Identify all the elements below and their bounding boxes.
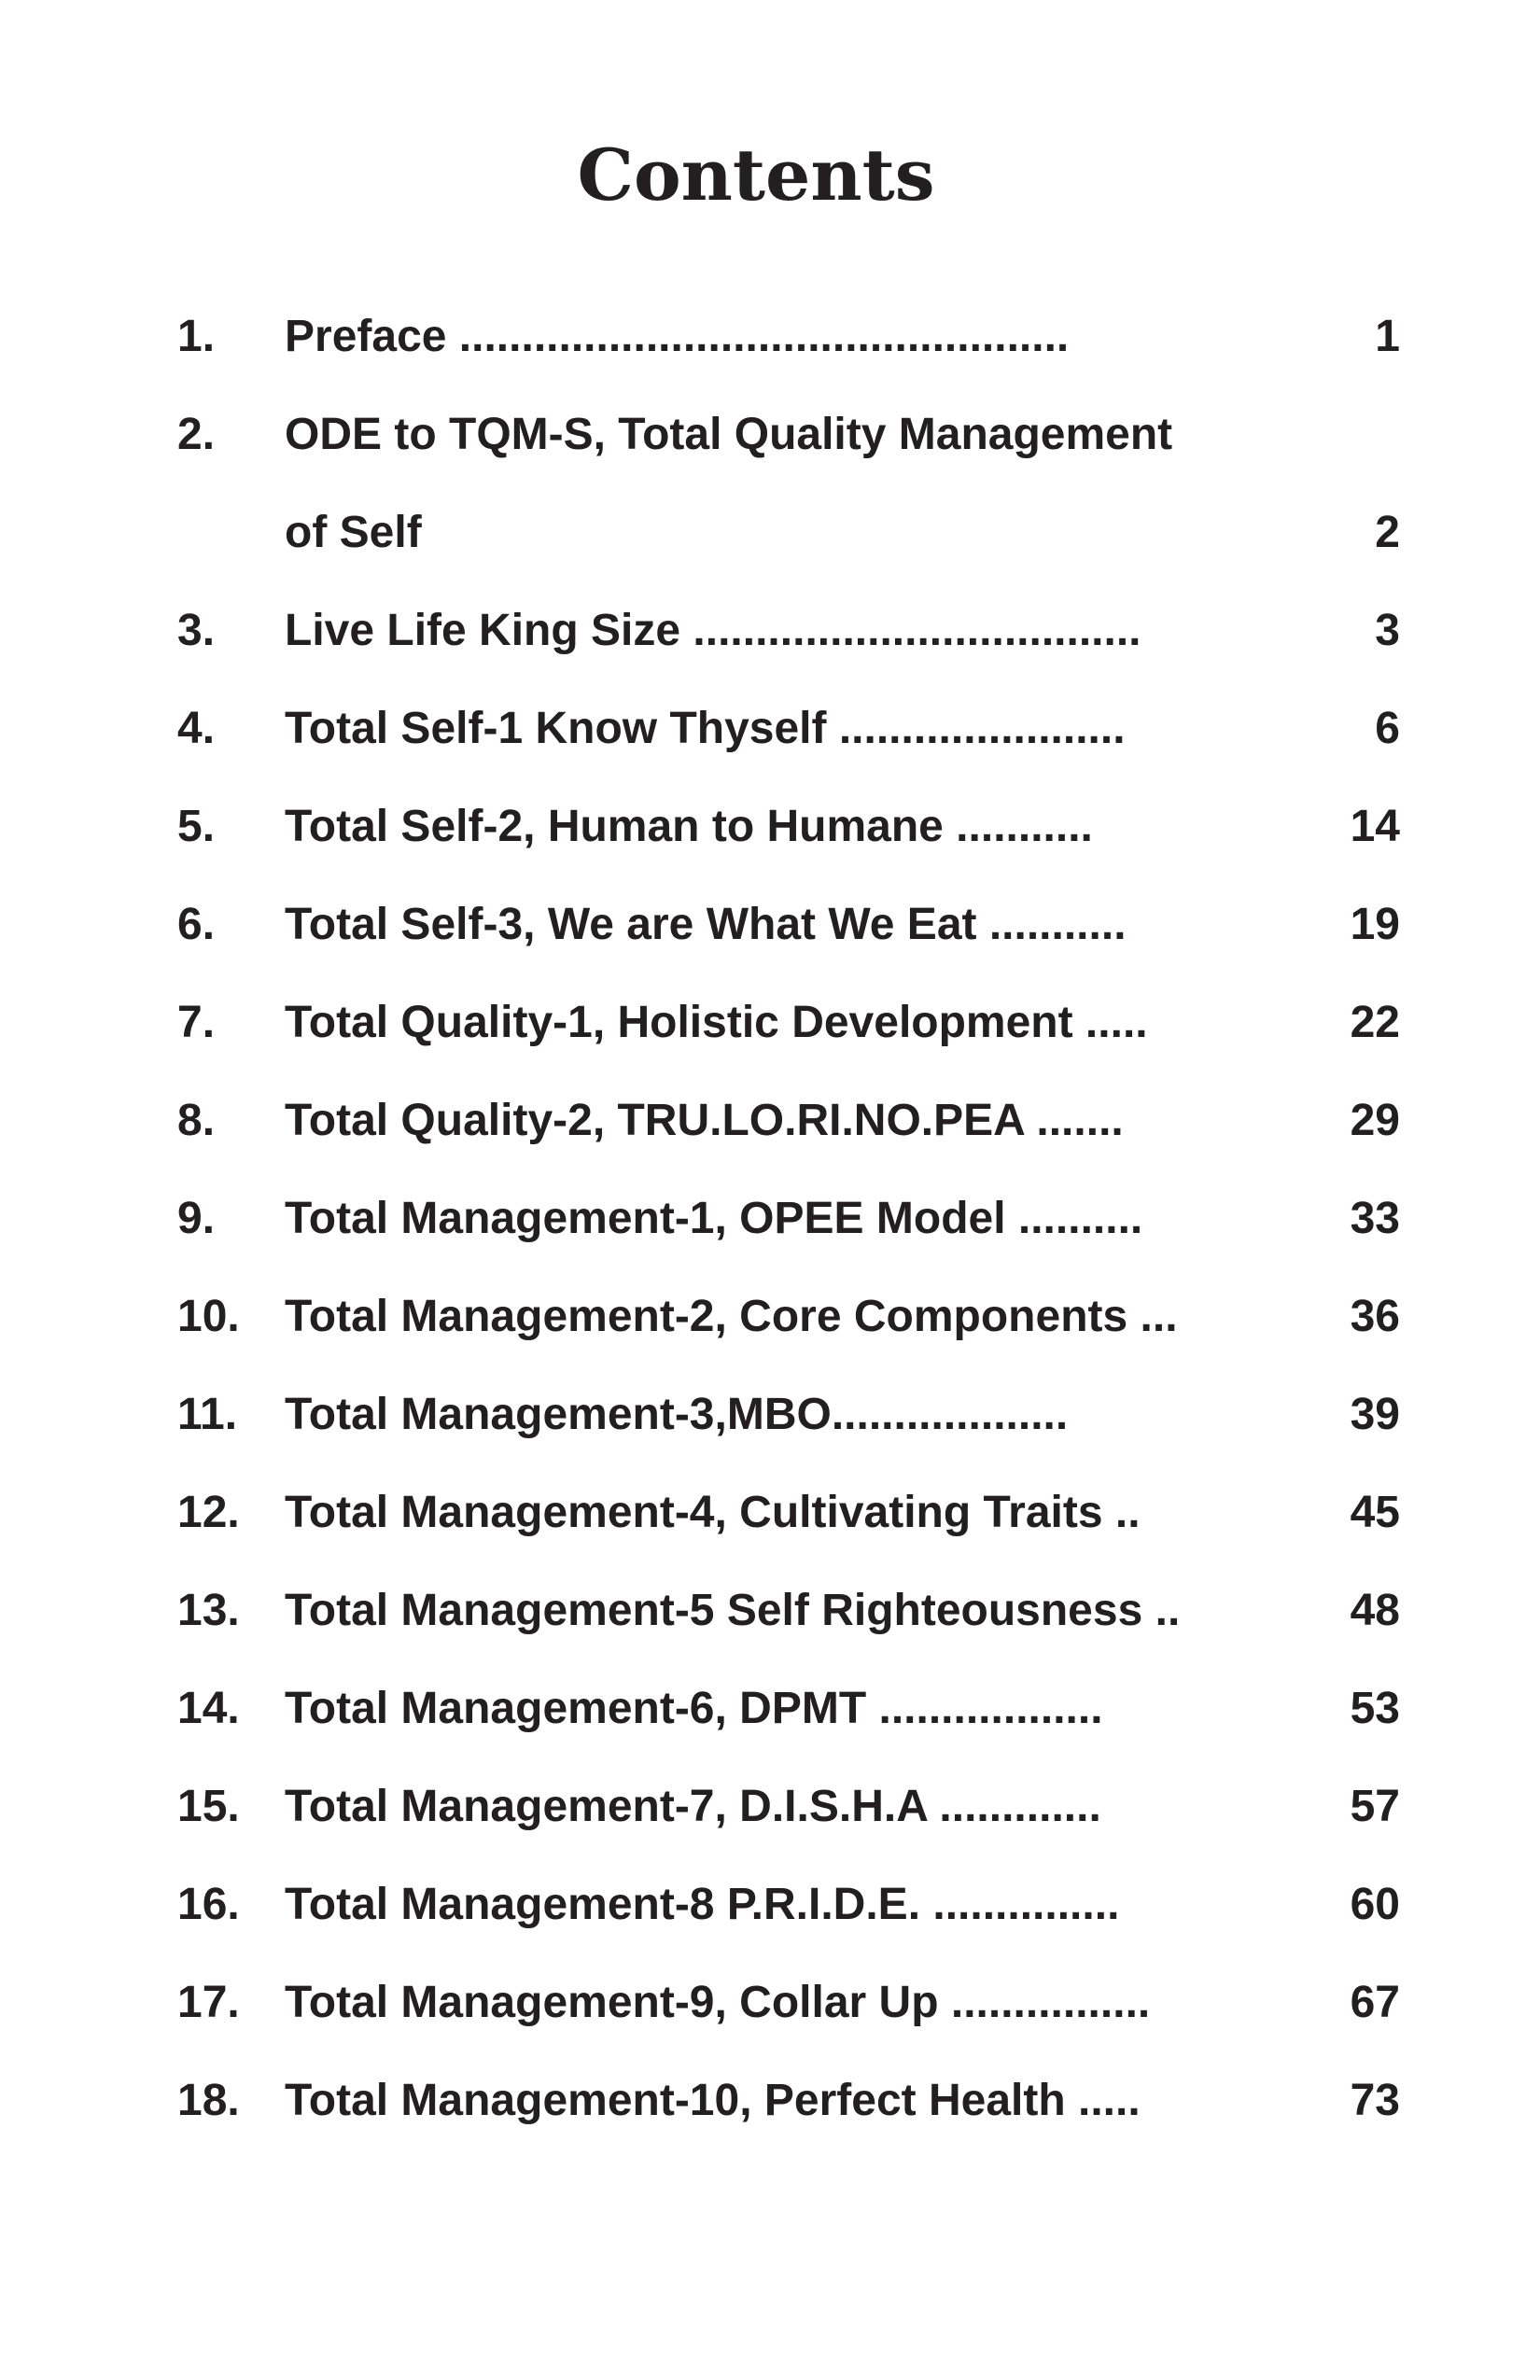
toc-entry (177, 1267, 1400, 1365)
entry-number: 15. (177, 1782, 240, 1831)
toc-entry (177, 679, 1400, 777)
entry-page-number: 53 (1350, 1684, 1400, 1733)
toc-entry (177, 1855, 1400, 1953)
entry-number: 14. (177, 1684, 240, 1733)
toc-entry (177, 777, 1400, 875)
table-of-contents (177, 287, 1400, 2149)
entry-page-number: 39 (1350, 1390, 1400, 1439)
entry-number: 3. (177, 606, 216, 655)
entry-number: 1. (177, 312, 216, 361)
entry-number: 9. (177, 1194, 216, 1243)
entry-page-number: 73 (1350, 2076, 1400, 2125)
entry-title: Total Management-2, Core Components ... (285, 1292, 1178, 1341)
entry-page-number: 33 (1350, 1194, 1400, 1243)
toc-entry (177, 875, 1400, 973)
entry-number: 16. (177, 1880, 240, 1929)
entry-title: Total Management-1, OPEE Model .......... (285, 1194, 1143, 1243)
entry-number: 12. (177, 1488, 240, 1537)
entry-title: Live Life King Size .................................... (285, 606, 1141, 655)
entry-page-number: 3 (1375, 606, 1400, 655)
entry-page-number: 2 (1375, 508, 1400, 557)
entry-title: Total Management-8 P.R.I.D.E. ............... (285, 1880, 1120, 1929)
entry-title: Total Management-7, D.I.S.H.A ............. (285, 1782, 1101, 1831)
toc-entry (177, 2051, 1400, 2149)
entry-number: 5. (177, 802, 216, 851)
entry-number: 13. (177, 1586, 240, 1635)
entry-title: Preface ................................................. (285, 312, 1070, 361)
toc-entry (177, 1953, 1400, 2051)
toc-entry (177, 1071, 1400, 1169)
toc-entry (177, 1169, 1400, 1267)
entry-page-number: 19 (1350, 900, 1400, 949)
toc-entry (177, 1463, 1400, 1561)
entry-title: Total Quality-2, TRU.LO.RI.NO.PEA ....... (285, 1096, 1124, 1145)
entry-title: ODE to TQM-S, Total Quality Management (285, 410, 1173, 459)
entry-page-number: 1 (1375, 312, 1400, 361)
entry-page-number: 36 (1350, 1292, 1400, 1341)
entry-number: 2. (177, 410, 216, 459)
toc-entry (177, 973, 1400, 1071)
entry-number: 4. (177, 704, 216, 753)
toc-entry (177, 385, 1400, 483)
toc-entry (177, 1659, 1400, 1757)
entry-page-number: 29 (1350, 1096, 1400, 1145)
entry-title: Total Management-5 Self Righteousness .. (285, 1586, 1181, 1635)
entry-number: 11. (177, 1390, 238, 1439)
entry-title: Total Management-9, Collar Up ................ (285, 1978, 1151, 2027)
toc-entry (177, 1365, 1400, 1463)
entry-number: 18. (177, 2076, 240, 2125)
entry-number: 6. (177, 900, 216, 949)
toc-entry (177, 581, 1400, 679)
toc-entry-continuation (177, 483, 1400, 581)
entry-title: of Self (285, 508, 422, 557)
entry-title: Total Self-1 Know Thyself ....................... (285, 704, 1126, 753)
entry-title: Total Quality-1, Holistic Development ..... (285, 998, 1148, 1047)
entry-page-number: 60 (1350, 1880, 1400, 1929)
entry-title: Total Self-3, We are What We Eat ........... (285, 900, 1127, 949)
entry-page-number: 14 (1350, 802, 1400, 851)
entry-number: 10. (177, 1292, 240, 1341)
entry-page-number: 22 (1350, 998, 1400, 1047)
entry-title: Total Management-3,MBO................... (285, 1390, 1069, 1439)
entry-title: Total Management-6, DPMT .................. (285, 1684, 1103, 1733)
entry-title: Total Management-4, Cultivating Traits .. (285, 1488, 1141, 1537)
entry-title: Total Self-2, Human to Humane ........... (285, 802, 1093, 851)
entry-number: 8. (177, 1096, 216, 1145)
entry-page-number: 67 (1350, 1978, 1400, 2027)
entry-page-number: 48 (1350, 1586, 1400, 1635)
entry-number: 17. (177, 1978, 240, 2027)
page-title: Contents (577, 133, 935, 217)
entry-title: Total Management-10, Perfect Health ..... (285, 2076, 1141, 2125)
entry-page-number: 57 (1350, 1782, 1400, 1831)
toc-entry (177, 1561, 1400, 1659)
entry-page-number: 6 (1375, 704, 1400, 753)
toc-entry (177, 287, 1400, 385)
toc-entry (177, 1757, 1400, 1855)
entry-page-number: 45 (1350, 1488, 1400, 1537)
entry-number: 7. (177, 998, 216, 1047)
